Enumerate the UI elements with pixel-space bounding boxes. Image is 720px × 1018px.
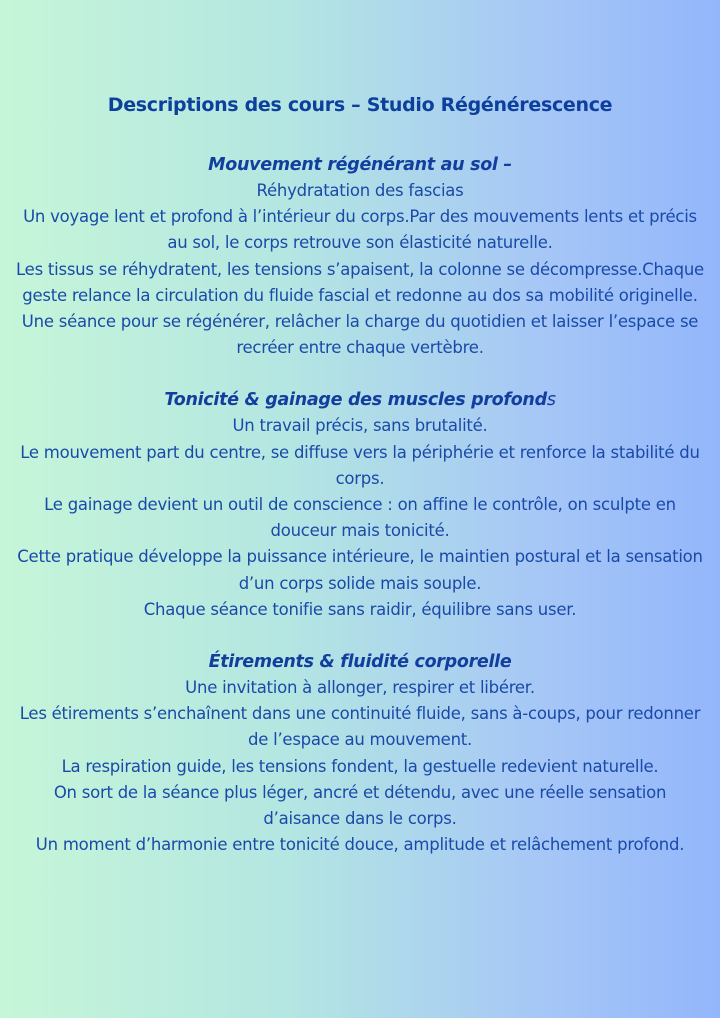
section-subtitle: Réhydratation des fascias	[256, 181, 464, 200]
paragraph: Cette pratique développe la puissance intérieure, le maintien postural et la sensation d’un corps solide mais souple.	[17, 547, 703, 593]
section-heading-text: Tonicité & gainage des muscles profond	[164, 390, 547, 411]
section-subtitle: Un travail précis, sans brutalité.	[232, 416, 488, 436]
paragraph: Les tissus se réhydratent, les tensions s’apaisent, la colonne se décompresse.Chaque geste relance la circulation du fluide fascial et redonne au dos sa mobilité originelle.	[16, 259, 704, 305]
section-tonicite-gainage	[16, 387, 704, 623]
paragraph: Un voyage lent et profond à l’intérieur du corps.Par des mouvements lents et précis au sol, le corps retrouve son élasticité naturelle.	[23, 207, 697, 253]
section-heading-tail: s	[546, 390, 556, 411]
section-heading	[16, 649, 704, 675]
paragraph: Un moment d’harmonie entre tonicité douce, amplitude et relâchement profond.	[35, 835, 685, 855]
section-etirements-fluidite	[16, 649, 704, 858]
section-heading	[16, 387, 704, 413]
paragraph: On sort de la séance plus léger, ancré et détendu, avec une réelle sensation d’aisance dans le corps.	[53, 782, 667, 829]
document-title: Descriptions des cours – Studio Régénérescence	[107, 94, 613, 116]
section-heading-text: Étirements & fluidité corporelle	[208, 652, 512, 673]
paragraph: Le gainage devient un outil de conscience : on affine le contrôle, on sculpte en douceur mais tonicité.	[44, 495, 676, 541]
paragraph: Chaque séance tonifie sans raidir, équilibre sans user.	[143, 599, 577, 619]
paragraph: La respiration guide, les tensions fondent, la gestuelle redevient naturelle.	[61, 756, 659, 776]
paragraph: Les étirements s’enchaînent dans une continuité fluide, sans à-coups, pour redonner de l’espace au mouvement.	[19, 704, 701, 750]
section-heading-text: Mouvement régénérant au sol –	[208, 155, 512, 175]
paragraph: Le mouvement part du centre, se diffuse vers la périphérie et renforce la stabilité du corps.	[20, 442, 700, 488]
section-mouvement-regenerant	[16, 152, 704, 361]
paragraph: Une séance pour se régénérer, relâcher la charge du quotidien et laisser l’espace se recréer entre chaque vertèbre.	[21, 312, 699, 358]
section-heading	[16, 152, 704, 178]
section-subtitle: Une invitation à allonger, respirer et libérer.	[185, 678, 535, 698]
